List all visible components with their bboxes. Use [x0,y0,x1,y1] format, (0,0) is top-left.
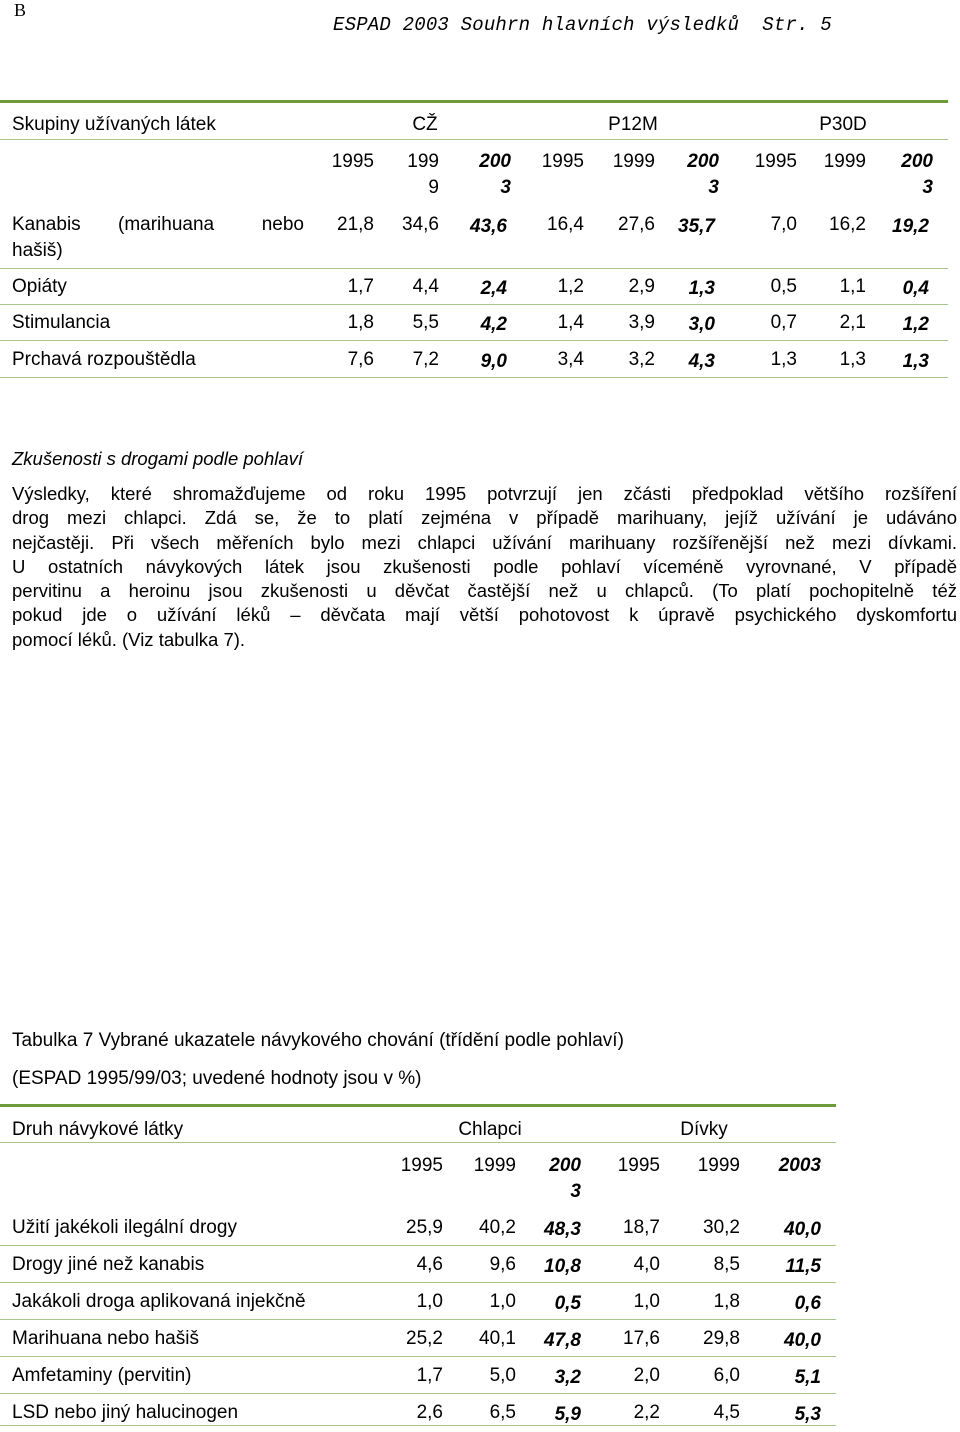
table7-caption-line2: (ESPAD 1995/99/03; uvedené hodnoty jsou v %) [12,1068,422,1089]
row-label: nebo [261,214,304,235]
row-label: Amfetaminy (pervitin) [12,1365,192,1386]
table-cell: 1,3 [770,349,797,370]
year-header: 1995 [400,1155,443,1176]
table-cell: 1,0 [416,1291,443,1312]
table-cell: 35,7 [678,216,715,237]
table-cell: 1,1 [839,276,866,297]
table-cell: 17,6 [623,1328,660,1349]
table-cell: 6,0 [713,1365,740,1386]
year-header: 200 [479,151,511,172]
table-title: Skupiny užívaných látek [12,114,216,135]
table-cell: 40,1 [479,1328,516,1349]
table-cell: 1,8 [713,1291,740,1312]
table-top-rule [0,100,948,103]
group-header: CŽ [412,114,438,135]
row-divider [0,304,948,305]
row-divider [0,377,948,378]
table-cell: 0,5 [770,276,797,297]
year-header: 1995 [754,151,797,172]
row-label: (marihuana [118,214,215,235]
table-cell: 1,3 [902,351,929,372]
table-cell: 8,5 [713,1254,740,1275]
table-cell: 3,0 [688,314,715,335]
group-header: P30D [819,114,867,135]
table-cell: 1,7 [416,1365,443,1386]
row-divider [0,1245,836,1246]
table-cell: 43,6 [470,216,507,237]
year-header-wrap: 9 [428,177,439,198]
table-cell: 1,2 [557,276,584,297]
year-header: 1999 [473,1155,516,1176]
row-label: Kanabis [12,214,81,235]
table-cell: 5,9 [554,1404,581,1425]
table-cell: 4,4 [412,276,439,297]
table7-bottom-rule [0,1425,836,1426]
table-cell: 40,0 [784,1330,821,1351]
row-divider [0,1356,836,1357]
header-divider [0,1142,836,1143]
running-header: ESPAD 2003 Souhrn hlavních výsledků Str. 5 [333,14,832,36]
table-cell: 2,4 [480,278,507,299]
section-heading: Zkušenosti s drogami podle pohlaví [12,448,304,469]
column-header: Druh návykové látky [12,1119,184,1140]
row-divider [0,1393,836,1394]
year-header: 1999 [612,151,655,172]
table-cell: 16,4 [547,214,584,235]
table-cell: 5,5 [412,312,439,333]
table-cell: 2,0 [633,1365,660,1386]
year-header: 1995 [331,151,374,172]
year-header-wrap: 3 [922,177,933,198]
year-header-wrap: 3 [570,1181,581,1202]
table-cell: 27,6 [618,214,655,235]
table-cell: 4,5 [713,1402,740,1423]
table-cell: 30,2 [703,1217,740,1238]
row-label: Prchavá rozpouštědla [12,349,196,370]
row-divider [0,1282,836,1283]
table-cell: 40,0 [784,1219,821,1240]
table-cell: 40,2 [479,1217,516,1238]
table-cell: 7,6 [347,349,374,370]
year-header: 200 [549,1155,581,1176]
table-cell: 5,1 [794,1367,821,1388]
table-cell: 18,7 [623,1217,660,1238]
row-label: Marihuana nebo hašiš [12,1328,199,1349]
table-cell: 4,6 [416,1254,443,1275]
table-cell: 4,2 [480,314,507,335]
year-header: 199 [407,151,439,172]
table-cell: 0,4 [902,278,929,299]
table-cell: 1,7 [347,276,374,297]
table-cell: 0,7 [770,312,797,333]
paragraph-line: nejčastěji. Při všech měřeních bylo mezi chlapci užívání marihuany rozšířenější než mezi dívkami. [12,531,957,553]
row-divider [0,268,948,269]
row-label: Drogy jiné než kanabis [12,1254,205,1275]
table-cell: 3,2 [628,349,655,370]
table-cell: 10,8 [544,1256,581,1277]
group-header: Dívky [680,1119,728,1140]
table-cell: 0,5 [554,1293,581,1314]
table-cell: 34,6 [402,214,439,235]
paragraph-line: pervitinu a heroinu jsou zkušenosti u děvčat častější než u chlapců. (To platí pochopitelně též [12,580,957,602]
group-header: P12M [608,114,658,135]
table-cell: 9,6 [489,1254,516,1275]
table-cell: 9,0 [480,351,507,372]
table-cell: 4,0 [633,1254,660,1275]
table-cell: 1,3 [839,349,866,370]
row-label: Užití jakékoli ilegální drogy [12,1217,237,1238]
table-cell: 4,3 [688,351,715,372]
table-cell: 6,5 [489,1402,516,1423]
table7-caption-line1: Tabulka 7 Vybrané ukazatele návykového chování (třídění podle pohlaví) [12,1030,624,1051]
table-cell: 2,1 [839,312,866,333]
table-cell: 5,3 [794,1404,821,1425]
paragraph-line: pomocí léků. (Viz tabulka 7). [12,628,246,650]
table-cell: 1,0 [633,1291,660,1312]
corner-mark: B [14,0,27,20]
table-cell: 2,9 [628,276,655,297]
row-label: Jakákoli droga aplikovaná injekčně [12,1291,306,1312]
table-cell: 3,2 [554,1367,581,1388]
row-label: LSD nebo jiný halucinogen [12,1402,239,1423]
year-header-wrap: 3 [708,177,719,198]
header-divider [0,139,948,140]
table-cell: 19,2 [892,216,929,237]
year-header: 200 [901,151,933,172]
row-label: hašiš) [12,240,63,261]
table-cell: 3,9 [628,312,655,333]
table-cell: 7,0 [770,214,797,235]
row-label: Opiáty [12,276,67,297]
year-header: 2003 [778,1155,821,1176]
year-header-wrap: 3 [500,177,511,198]
year-header: 200 [687,151,719,172]
year-header: 1999 [697,1155,740,1176]
group-header: Chlapci [458,1119,522,1140]
year-header: 1995 [617,1155,660,1176]
year-header: 1995 [541,151,584,172]
table-cell: 47,8 [544,1330,581,1351]
table-cell: 0,6 [794,1293,821,1314]
row-label: Stimulancia [12,312,111,333]
table-cell: 3,4 [557,349,584,370]
row-divider [0,1319,836,1320]
table-cell: 2,2 [633,1402,660,1423]
table-cell: 1,3 [688,278,715,299]
table-cell: 7,2 [412,349,439,370]
paragraph-line: drog mezi chlapci. Zdá se, že to platí zejména v případě marihuany, jejíž užívání je udáváno [12,507,957,529]
section-paragraph [12,482,957,652]
table7-top-rule [0,1104,836,1107]
table-cell: 48,3 [544,1219,581,1240]
table-cell: 1,0 [489,1291,516,1312]
table-cell: 25,2 [406,1328,443,1349]
paragraph-line: U ostatních návykových látek jsou zkušenosti podle pohlaví víceméně vyrovnané, V případě [12,555,957,577]
paragraph-line: pokud jde o užívání léků – děvčata mají větší pohotovost k úpravě psychického dyskomfortu [12,604,957,626]
table-cell: 2,6 [416,1402,443,1423]
table-cell: 5,0 [489,1365,516,1386]
table-cell: 1,2 [902,314,929,335]
table-cell: 16,2 [829,214,866,235]
table-cell: 1,4 [557,312,584,333]
paragraph-line: Výsledky, které shromažďujeme od roku 1995 potvrzují jen zčásti předpoklad většího rozšíření [12,483,957,504]
table-cell: 29,8 [703,1328,740,1349]
row-divider [0,340,948,341]
table-cell: 11,5 [785,1256,821,1277]
table-cell: 21,8 [337,214,374,235]
table-cell: 25,9 [406,1217,443,1238]
table-cell: 1,8 [347,312,374,333]
year-header: 1999 [823,151,866,172]
